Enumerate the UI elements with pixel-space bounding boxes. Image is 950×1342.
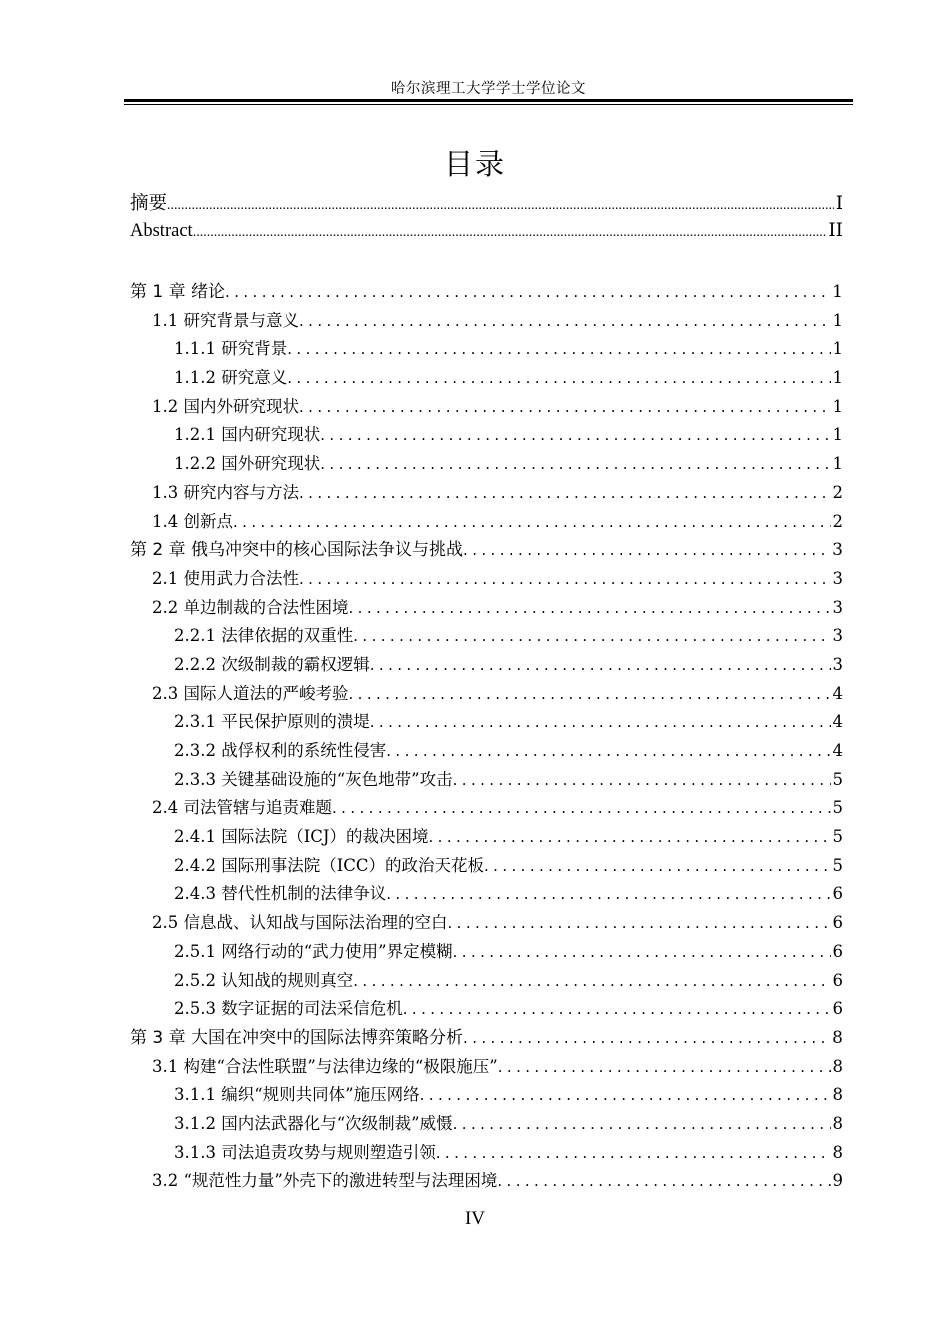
- toc-entry-page: 8: [832, 1142, 843, 1162]
- toc-leader-dots: [349, 594, 831, 623]
- toc-entry-label: 2.5.3 数字证据的司法采信危机: [174, 999, 403, 1019]
- toc-entry-label: 2.4.3 替代性机制的法律争议: [174, 884, 387, 904]
- toc-entry-level-3[interactable]: [130, 1139, 843, 1168]
- toc-leader-dots: [429, 823, 831, 852]
- toc-entry-label: 2.3.2 战俘权利的系统性侵害: [174, 741, 387, 760]
- toc-front-matter: [130, 190, 843, 244]
- toc-entry-label: 1.1.2 研究意义: [174, 368, 288, 388]
- toc-entry-level-2[interactable]: [130, 1167, 843, 1196]
- toc-entry-page: 2: [832, 482, 843, 502]
- toc-entry-level-1[interactable]: [130, 278, 843, 307]
- toc-leader-dots: [453, 766, 831, 795]
- toc-leader-dots: [386, 737, 830, 766]
- toc-leader-dots: [420, 1081, 831, 1110]
- toc-entry-level-3[interactable]: [130, 1110, 843, 1139]
- toc-entry-level-3[interactable]: [130, 852, 843, 881]
- toc-leader-dots: [386, 880, 830, 909]
- toc-entry-label: 1.4 创新点: [152, 511, 233, 531]
- toc-entry-label: 2.3.1 平民保护原则的溃堤: [174, 712, 370, 732]
- toc-entry-label: 2.2.1 法律依据的双重性: [174, 626, 354, 646]
- toc-entry-level-1[interactable]: [130, 1024, 843, 1053]
- toc-entry-page: 1: [832, 282, 843, 302]
- toc-entry-page: 3: [832, 597, 843, 617]
- toc-entry-label: 第 2 章 俄乌冲突中的核心国际法争议与挑战: [130, 540, 464, 561]
- toc-entry-page: I: [835, 193, 843, 214]
- toc-entry-page: 1: [832, 310, 843, 330]
- toc-entry-page: 8: [832, 1085, 843, 1105]
- toc-entry-level-3[interactable]: [130, 1081, 843, 1110]
- toc-entry-page: II: [828, 220, 843, 241]
- toc-entry-level-1[interactable]: [130, 536, 843, 565]
- toc-entry-page: 4: [832, 712, 843, 732]
- toc-entry-page: 6: [832, 884, 843, 904]
- toc-entry-page: 1: [832, 425, 843, 445]
- toc-entry-level-3[interactable]: [130, 737, 843, 766]
- toc-entry-level-3[interactable]: [130, 335, 843, 364]
- toc-entry-level-3[interactable]: [130, 938, 843, 967]
- toc-leader-dots: [299, 479, 831, 508]
- toc-leader-dots: [299, 307, 831, 336]
- toc-entry-page: 6: [832, 999, 843, 1019]
- toc-front-entry[interactable]: [130, 190, 843, 217]
- toc-entry-label: 3.2 “规范性力量”外壳下的激进转型与法理困境: [152, 1171, 498, 1191]
- toc-entry-label: 1.1 研究背景与意义: [152, 310, 299, 330]
- toc-entry-label: 3.1.3 司法追责攻势与规则塑造引领: [174, 1142, 436, 1162]
- toc-leader-dots: [320, 450, 830, 479]
- toc-leader-dots: [463, 536, 830, 565]
- toc-entry-label: 2.4.1 国际法院（ICJ）的裁决困境: [174, 827, 429, 847]
- toc-leader-dots: [320, 421, 830, 450]
- toc-entry-page: 3: [832, 540, 843, 561]
- toc-entry-page: 5: [832, 855, 843, 875]
- toc-entry-page: 8: [832, 1113, 843, 1133]
- toc-entry-level-3[interactable]: [130, 450, 843, 479]
- header-rule-thick: [124, 99, 853, 102]
- toc-leader-dots: [332, 794, 831, 823]
- toc-entry-page: 1: [832, 454, 843, 474]
- toc-leader-dots: [370, 651, 831, 680]
- toc-entry-label: 2.4 司法管辖与追责难题: [152, 798, 332, 818]
- toc-leader-dots: [299, 565, 831, 594]
- toc-entry-page: 4: [832, 683, 843, 703]
- toc-entry-label: 1.2 国内外研究现状: [152, 396, 299, 416]
- toc-entry-level-3[interactable]: [130, 364, 843, 393]
- toc-leader-dots: [299, 393, 831, 422]
- toc-leader-dots: [436, 1139, 831, 1168]
- toc-entry-page: 6: [832, 941, 843, 961]
- toc-entry-label: 1.1.1 研究背景: [174, 339, 288, 359]
- toc-entry-level-2[interactable]: [130, 393, 843, 422]
- page-number: IV: [464, 1208, 486, 1229]
- toc-entry-page: 5: [832, 798, 843, 818]
- toc-entry-page: 4: [832, 741, 843, 760]
- toc-entry-label: 3.1.1 编织“规则共同体”施压网络: [174, 1085, 420, 1105]
- toc-leader-dots: [370, 708, 831, 737]
- toc-entry-label: 3.1 构建“合法性联盟”与法律边缘的“极限施压”: [152, 1056, 498, 1076]
- header-rule-thin: [124, 104, 853, 105]
- toc-entry-label: 2.5.1 网络行动的“武力使用”界定模糊: [174, 941, 453, 961]
- toc-entry-label: 2.5.2 认知战的规则真空: [174, 970, 354, 990]
- toc-entry-level-3[interactable]: [130, 880, 843, 909]
- toc-leader-dots: [497, 1167, 830, 1196]
- toc-entry-label: 2.3 国际人道法的严峻考验: [152, 683, 349, 703]
- running-header: 哈尔滨理工大学学士学位论文: [391, 81, 586, 97]
- toc-entry-page: 8: [832, 1056, 843, 1076]
- toc-entry-level-2[interactable]: [130, 794, 843, 823]
- toc-leader-dots: [453, 1110, 831, 1139]
- toc-entries: [130, 278, 843, 1196]
- toc-entry-label: 2.1 使用武力合法性: [152, 568, 299, 588]
- toc-leader-dots: [453, 938, 831, 967]
- toc-entry-level-3[interactable]: [130, 823, 843, 852]
- toc-entry-label: 2.3.3 关键基础设施的“灰色地带”攻击: [174, 769, 453, 789]
- toc-entry-page: 8: [832, 1027, 843, 1048]
- toc-entry-label: 1.3 研究内容与方法: [152, 482, 299, 502]
- toc-entry-level-3[interactable]: [130, 421, 843, 450]
- toc-entry-level-2[interactable]: [130, 680, 843, 709]
- toc-entry-level-2[interactable]: [130, 909, 843, 938]
- toc-entry-page: 1: [832, 396, 843, 416]
- toc-entry-level-3[interactable]: [130, 622, 843, 651]
- toc-leader-dots: [463, 1024, 830, 1053]
- toc-leader-dots: [233, 508, 831, 537]
- toc-entry-level-3[interactable]: [130, 651, 843, 680]
- toc-entry-level-2[interactable]: [130, 508, 843, 537]
- toc-leader-dots: [349, 680, 831, 709]
- toc-entry-label: 2.2.2 次级制裁的霸权逻辑: [174, 654, 370, 674]
- toc-entry-level-2[interactable]: [130, 307, 843, 336]
- toc-entry-page: 1: [832, 339, 843, 359]
- toc-leader-dots: [498, 1053, 831, 1082]
- toc-front-entry[interactable]: [130, 217, 843, 244]
- toc-entry-label: 第 1 章 绪论: [130, 282, 226, 302]
- toc-entry-label: 1.2.1 国内研究现状: [174, 425, 321, 445]
- toc-entry-label: 2.4.2 国际刑事法院（ICC）的政治天花板: [174, 855, 484, 875]
- toc-entry-page: 3: [832, 626, 843, 646]
- toc-entry-page: 2: [832, 511, 843, 531]
- toc-leader-dots: [353, 622, 830, 651]
- toc-leader-dots: [448, 909, 831, 938]
- toc-entry-page: 9: [832, 1171, 843, 1191]
- toc-entry-level-3[interactable]: [130, 995, 843, 1024]
- toc-entry-label: Abstract: [130, 221, 193, 241]
- toc-entry-label: 1.2.2 国外研究现状: [174, 454, 321, 474]
- toc-leader-dots: [403, 995, 831, 1024]
- toc-leader-dots: [353, 967, 830, 996]
- toc-entry-level-2[interactable]: [130, 479, 843, 508]
- toc-entry-label: 第 3 章 大国在冲突中的国际法博弈策略分析: [130, 1027, 464, 1048]
- toc-leader-dots: [287, 364, 830, 393]
- toc-leader-dots: [167, 192, 834, 217]
- toc-entry-page: 5: [832, 827, 843, 847]
- toc-title: 目录: [443, 147, 506, 181]
- toc-entry-level-3[interactable]: [130, 766, 843, 795]
- toc-entry-level-3[interactable]: [130, 708, 843, 737]
- toc-leader-dots: [193, 219, 827, 244]
- toc-entry-page: 5: [832, 769, 843, 789]
- toc-entry-level-3[interactable]: [130, 967, 843, 996]
- toc-leader-dots: [484, 852, 831, 881]
- toc-entry-page: 6: [832, 970, 843, 990]
- toc-entry-level-2[interactable]: [130, 1053, 843, 1082]
- toc-entry-page: 1: [832, 368, 843, 388]
- toc-entry-label: 2.2 单边制裁的合法性困境: [152, 597, 349, 617]
- toc-entry-page: 3: [832, 654, 843, 674]
- toc-entry-label: 3.1.2 国内法武器化与“次级制裁”威慑: [174, 1113, 453, 1133]
- toc-leader-dots: [225, 278, 830, 307]
- toc-entry-page: 6: [832, 913, 843, 933]
- toc-entry-label: 摘要: [130, 194, 168, 214]
- toc-entry-label: 2.5 信息战、认知战与国际法治理的空白: [152, 913, 448, 933]
- toc-entry-level-2[interactable]: [130, 594, 843, 623]
- toc-entry-page: 3: [832, 568, 843, 588]
- toc-entry-level-2[interactable]: [130, 565, 843, 594]
- toc-leader-dots: [287, 335, 830, 364]
